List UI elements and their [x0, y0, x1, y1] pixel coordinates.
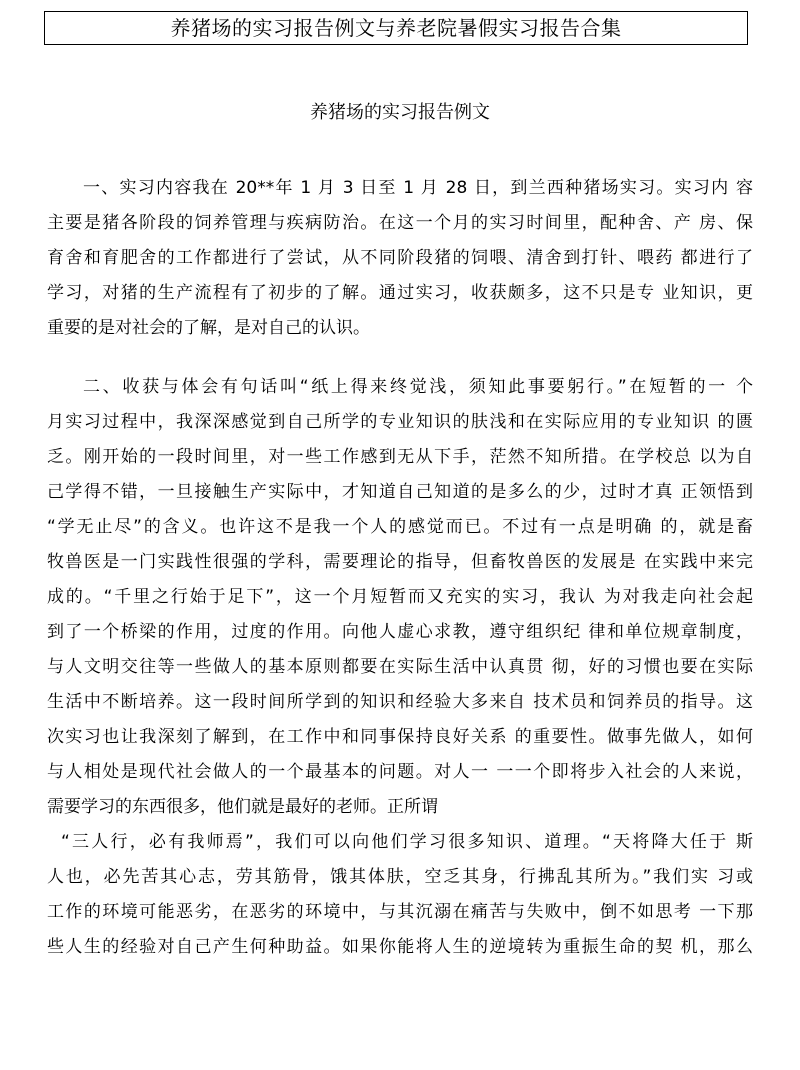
paragraph-gains-reflections	[47, 370, 753, 965]
text-line: 牧兽医是一门实践性很强的学科，需要理论的指导，但畜牧兽医的发展是 在实践中来完	[47, 552, 753, 572]
report-subtitle: 养猪场的实习报告例文	[310, 102, 490, 123]
text-line: 己学得不错，一旦接触生产实际中，才知道自己知道的是多么的少，过时才真 正领悟到	[47, 482, 753, 502]
text-line: 工作的环境可能恶劣，在恶劣的环境中，与其沉溺在痛苦与失败中，倒不如思考 一下那	[47, 902, 753, 922]
text-line: 重要的是对社会的了解，是对自己的认识。	[47, 318, 370, 338]
text-line: 人也，必先苦其心志，劳其筋骨，饿其体肤，空乏其身，行拂乱其所为。”我们实 习或	[47, 867, 753, 887]
text-line: 月实习过程中，我深深感觉到自己所学的专业知识的肤浅和在实际应用的专业知识 的匮	[47, 412, 753, 432]
text-line: 一、实习内容我在 20**年 1 月 3 日至 1 月 28 日，到兰西种猪场实习。实习内 容	[83, 178, 753, 198]
text-line: 与人相处是现代社会做人的一个最基本的问题。对人一 一一个即将步入社会的人来说，	[47, 762, 753, 782]
text-line: “学无止尽”的含义。也许这不是我一个人的感觉而已。不过有一点是明确 的，就是畜	[47, 517, 753, 537]
text-line: 主要是猪各阶段的饲养管理与疾病防治。在这一个月的实习时间里，配种舍、产 房、保	[47, 213, 753, 233]
text-line: “三人行，必有我师焉”，我们可以向他们学习很多知识、道理。“天将降大任于 斯	[61, 832, 753, 852]
paragraph-internship-content	[47, 171, 753, 346]
text-line: 学习，对猪的生产流程有了初步的了解。通过实习，收获颇多，这不只是专 业知识，更	[47, 283, 753, 303]
text-line: 育舍和育肥舍的工作都进行了尝试，从不同阶段猪的饲喂、清舍到打针、喂药 都进行了	[47, 248, 753, 268]
text-line: 二、收获与体会有句话叫“纸上得来终觉浅，须知此事要躬行。”在短暂的一 个	[83, 377, 753, 397]
text-line: 乏。刚开始的一段时间里，对一些工作感到无从下手，茫然不知所措。在学校总 以为自	[47, 447, 753, 467]
text-line: 与人文明交往等一些做人的基本原则都要在实际生活中认真贯 彻，好的习惯也要在实际	[47, 657, 753, 677]
document-header-title: 养猪场的实习报告例文与养老院暑假实习报告合集	[44, 11, 748, 45]
text-line: 些人生的经验对自己产生何种助益。如果你能将人生的逆境转为重振生命的契 机，那么	[47, 937, 753, 957]
text-line: 成的。“千里之行始于足下”，这一个月短暂而又充实的实习，我认 为对我走向社会起	[47, 587, 753, 607]
text-line: 生活中不断培养。这一段时间所学到的知识和经验大多来自 技术员和饲养员的指导。这	[47, 692, 753, 712]
text-line: 次实习也让我深刻了解到，在工作中和同事保持良好关系 的重要性。做事先做人，如何	[47, 727, 753, 747]
text-line: 到了一个桥梁的作用，过度的作用。向他人虚心求教，遵守组织纪 律和单位规章制度，	[47, 622, 753, 642]
text-line: 需要学习的东西很多，他们就是最好的老师。正所谓	[47, 797, 438, 817]
